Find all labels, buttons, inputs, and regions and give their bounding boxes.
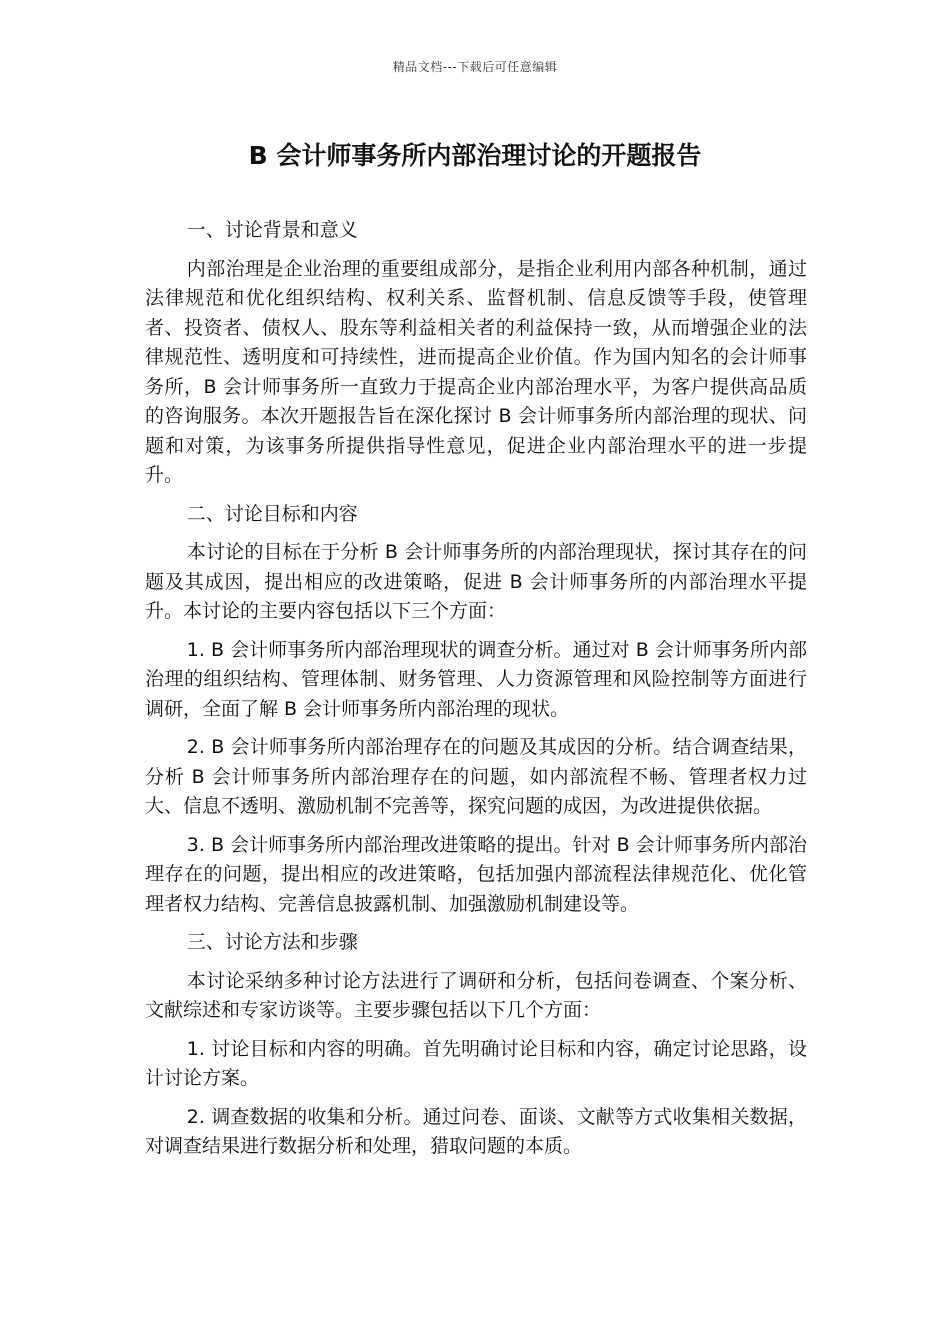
paragraph-goals-intro: 本讨论的目标在于分析 B 会计师事务所的内部治理现状，探讨其存在的问题及其成因，提出相应的改进策略，促进 B 会计师事务所的内部治理水平提升。本讨论的主要内容包括以下三个方面： <box>145 541 807 622</box>
header-note: 精品文档---下载后可任意编辑 <box>392 60 558 74</box>
list-item-step-2: 2. 调查数据的收集和分析。通过问卷、面谈、文献等方式收集相关数据，对调查结果进行数据分析和处理，猎取问题的本质。 <box>145 1105 807 1157</box>
list-item-goal-3: 3. B 会计师事务所内部治理改进策略的提出。针对 B 会计师事务所内部治理存在的问题，提出相应的改进策略，包括加强内部流程法律规范化、优化管理者权力结构、完善信息披露机制、加强激励机制建设等。 <box>145 833 807 915</box>
list-item-step-1: 1. 讨论目标和内容的明确。首先明确讨论目标和内容，确定讨论思路，设计讨论方案。 <box>145 1037 807 1089</box>
section-heading-methods: 三、讨论方法和步骤 <box>186 931 358 953</box>
document-body <box>145 216 807 1171</box>
paragraph-background: 内部治理是企业治理的重要组成部分，是指企业利用内部各种机制，通过法律规范和优化组织结构、权利关系、监督机制、信息反馈等手段，使管理者、投资者、债权人、股东等利益相关者的利益保持一致，从而增强企业的法律规范性、透明度和可持续性，进而提高企业价值。作为国内知名的会计师事务所，B 会计师事务所一直致力于提高企业内部治理水平，为客户提供高品质的咨询服务。本次开题报告旨在深化探讨 B 会计师事务所内部治理的现状、问题和对策，为该事务所提供指导性意见，促进企业内部治理水平的进一步提升。 <box>145 257 807 486</box>
section-heading-goals: 二、讨论目标和内容 <box>186 502 358 525</box>
list-item-goal-1: 1. B 会计师事务所内部治理现状的调查分析。通过对 B 会计师事务所内部治理的组织结构、管理体制、财务管理、人力资源管理和风险控制等方面进行调研，全面了解 B 会计师事务所内部治理的现状。 <box>145 638 807 720</box>
list-item-goal-2: 2. B 会计师事务所内部治理存在的问题及其成因的分析。结合调查结果，分析 B 会计师事务所内部治理存在的问题，如内部流程不畅、管理者权力过大、信息不透明、激励机制不完善等，探究问题的成因，为改进提供依据。 <box>145 736 807 817</box>
section-heading-background: 一、讨论背景和意义 <box>186 219 358 241</box>
document-title: B 会计师事务所内部治理讨论的开题报告 <box>248 141 702 170</box>
paragraph-methods-intro: 本讨论采纳多种讨论方法进行了调研和分析，包括问卷调查、个案分析、文献综述和专家访谈等。主要步骤包括以下几个方面： <box>145 969 807 1021</box>
